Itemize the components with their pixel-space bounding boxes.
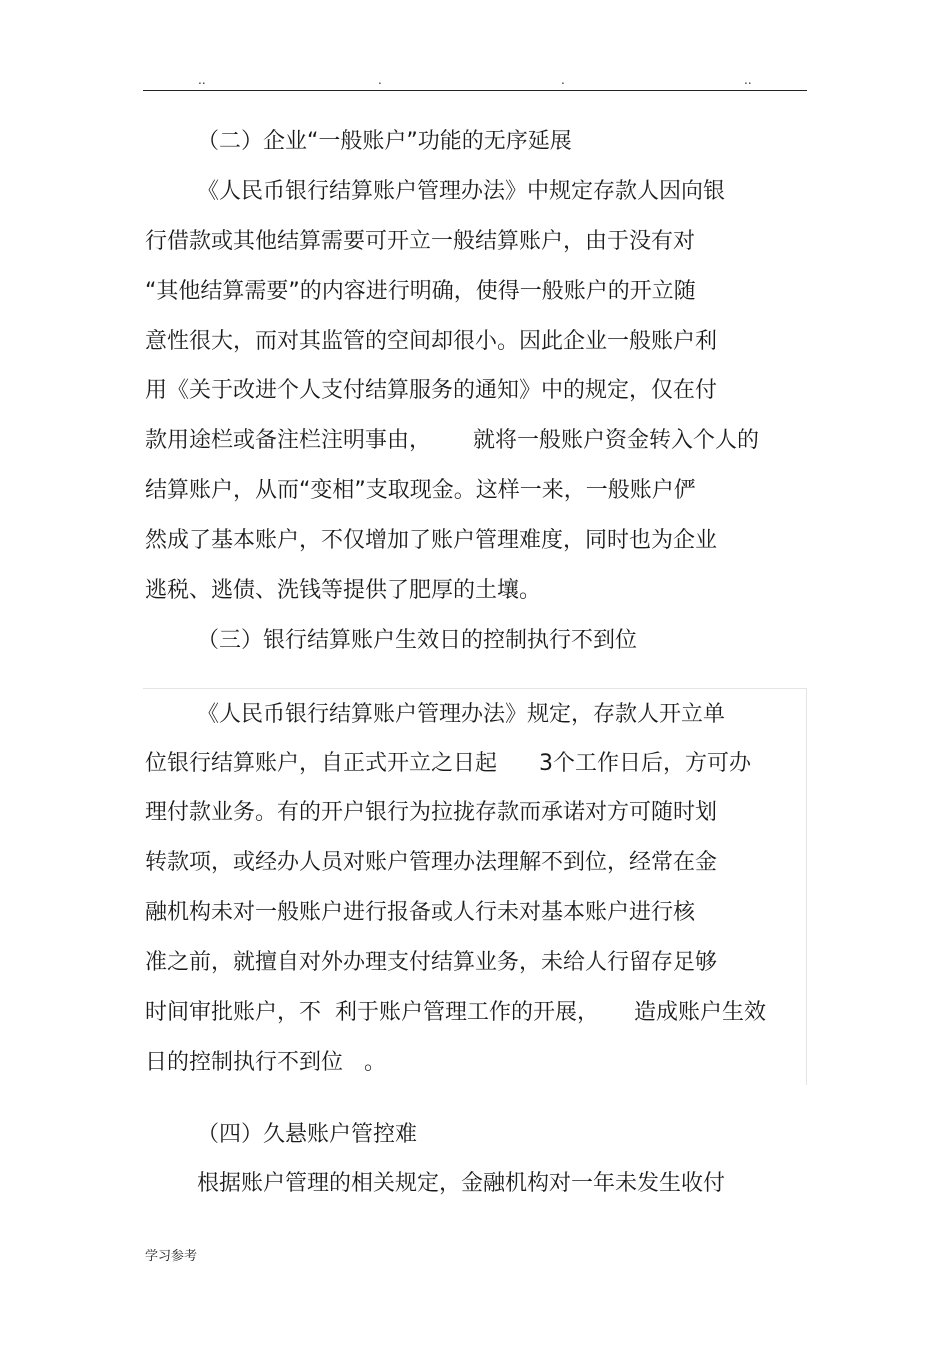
paragraph-line: 意性很大，而对其监管的空间却很小。因此企业一般账户利 — [145, 329, 718, 354]
paragraph-line: 款用途栏或备注栏注明事由， 就将一般账户资金转入个人的 — [145, 428, 759, 453]
header-rule — [143, 90, 807, 91]
section-heading: （三）银行结算账户生效日的控制执行不到位 — [197, 628, 638, 653]
paragraph-line: 用《关于改进个人支付结算服务的通知》中的规定，仅在付 — [145, 378, 718, 403]
header-dot: .. — [198, 73, 206, 87]
paragraph-line: 根据账户管理的相关规定，金融机构对一年未发生收付 — [197, 1171, 726, 1196]
paragraph-line: 逃税、逃债、洗钱等提供了肥厚的土壤。 — [145, 578, 542, 603]
paragraph-line: “其他结算需要”的内容进行明确，使得一般账户的开立随 — [145, 279, 696, 304]
header-dot: .. — [744, 73, 752, 87]
paragraph-line: 日的控制执行不到位 。 — [145, 1050, 386, 1075]
paragraph-line: 理付款业务。有的开户银行为拉拢存款而承诺对方可随时划 — [145, 800, 718, 825]
paragraph-line: 准之前，就擅自对外办理支付结算业务，未给人行留存足够 — [145, 950, 718, 975]
paragraph-line: 然成了基本账户，不仅增加了账户管理难度，同时也为企业 — [145, 528, 718, 553]
section-heading: （二）企业“一般账户”功能的无序延展 — [197, 129, 572, 154]
header-dot: . — [378, 73, 382, 87]
paragraph-line: 时间审批账户，不 利于账户管理工作的开展， 造成账户生效 — [145, 1000, 766, 1025]
paragraph-line: 行借款或其他结算需要可开立一般结算账户，由于没有对 — [145, 229, 696, 254]
header-dot: . — [561, 73, 565, 87]
paragraph-line: 融机构未对一般账户进行报备或人行未对基本账户进行核 — [145, 900, 696, 925]
paragraph-line: 结算账户，从而“变相”支取现金。这样一来，一般账户俨 — [145, 478, 696, 503]
footer-text: 学习参考 — [145, 1249, 198, 1264]
section-heading: （四）久悬账户管控难 — [197, 1122, 418, 1147]
paragraph-line: 转款项，或经办人员对账户管理办法理解不到位，经常在金 — [145, 850, 718, 875]
paragraph-line: 位银行结算账户，自正式开立之日起 3个工作日后，方可办 — [145, 751, 751, 776]
paragraph-line: 《人民币银行结算账户管理办法》规定，存款人开立单 — [197, 702, 726, 727]
paragraph-line: 《人民币银行结算账户管理办法》中规定存款人因向银 — [197, 179, 726, 204]
